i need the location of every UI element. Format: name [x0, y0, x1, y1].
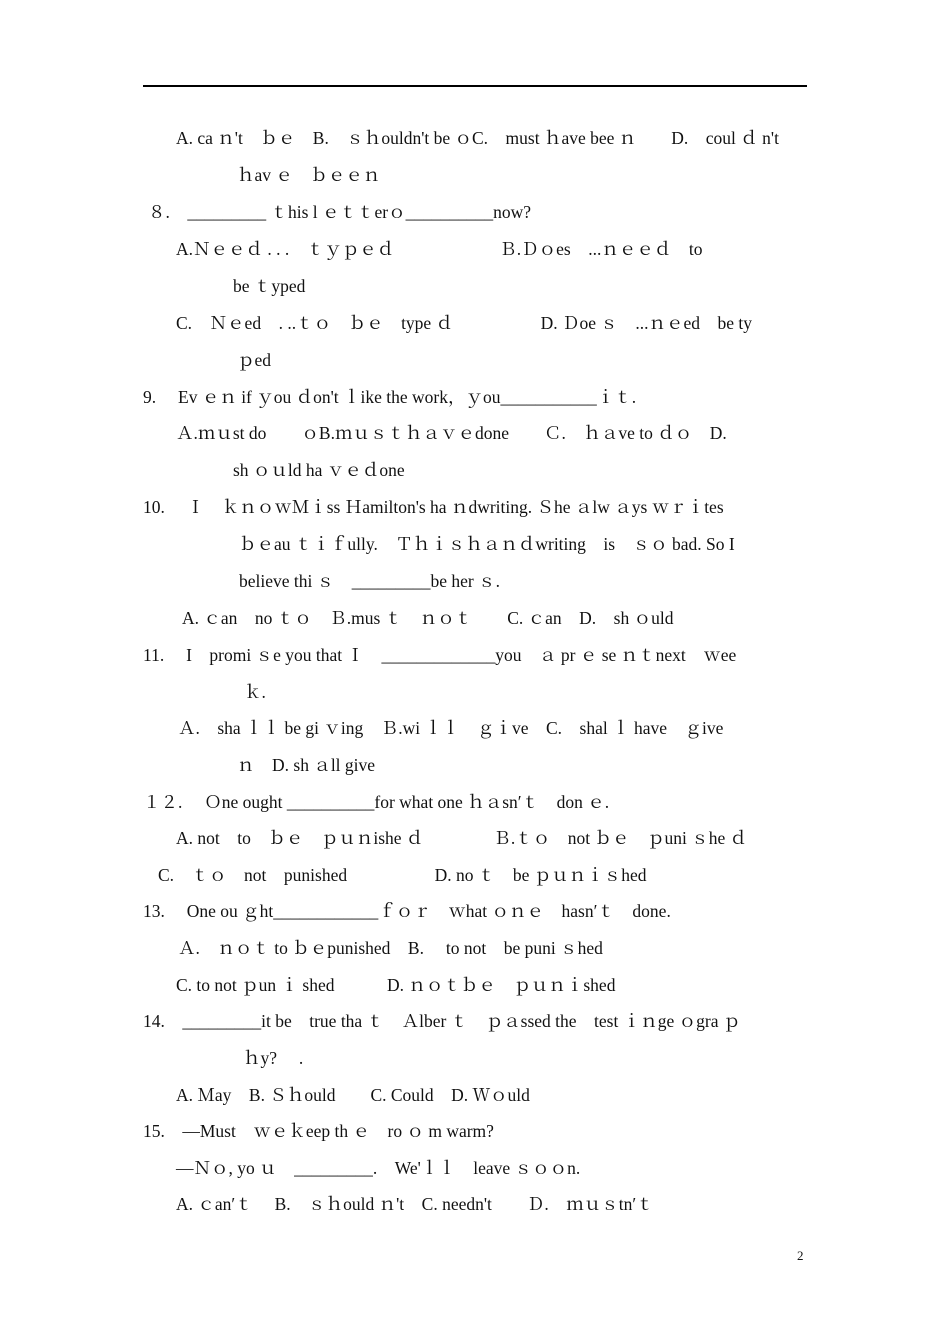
q13-options-cd: C. to not ｐun ｉ shed D. ｎｏｔｂｅ ｐｕｎｉshed	[176, 975, 616, 995]
page-number: 2	[797, 1248, 804, 1263]
q15-dialog-line-2: —Ｎｏ, yo ｕ _________. We'ｌｌ leave ｓｏｏn.	[176, 1158, 581, 1178]
q8-options-ab: A.Ｎｅｅｄ . . . ｔｙｐｅｄ Ｂ.Ｄｏes ...ｎｅｅｄ to	[176, 239, 703, 259]
q14-options: A. Ｍay B. Ｓｈould C. Could D. Ｗｏuld	[176, 1085, 530, 1105]
q9-stem: 9. Ev ｅｎ if ｙou ｄon't ｌike the work，ｙou___________ｉｔ.	[143, 387, 637, 407]
q11-stem-cont: ｋ.	[244, 682, 266, 702]
q14-stem-cont: ｈy? .	[243, 1048, 304, 1068]
q11-options: Ａ. sha ｌｌ be gi ｖing Ｂ.wi ｌｌ ｇｉve C. shal ｌ have ｇive	[178, 718, 724, 738]
q10-stem-line-2: ｂｅau ｔｉｆully. Ｔｈｉｓｈａｎｄwriting is ｓｏ bad. So I	[239, 534, 735, 554]
q14-stem: 14. _________it be true tha ｔ Ａlber ｔ ｐａssed the test ｉｎge ｏgra ｐ	[143, 1011, 741, 1031]
q9-options: Ａ.ｍｕst do ｏB.ｍｕｓｔｈａｖｅdone Ｃ. ｈａve to ｄｏ D.	[176, 423, 727, 443]
q9-options-cont: sh ｏｕld ha ｖｅｄone	[233, 460, 405, 480]
header-rule	[143, 85, 807, 87]
q15-options: A. ｃan′ｔ B. ｓｈould ｎ't C. needn't Ｄ. ｍｕｓtn′ｔ	[176, 1194, 654, 1214]
q12-options-cd: C. ｔｏ not punished D. no ｔ be ｐｕｎｉｓhed	[158, 865, 647, 885]
q10-options: A. ｃan no ｔｏ Ｂ.mus ｔ ｎｏｔ C. ｃan D. sh ｏuld	[182, 608, 674, 628]
q10-stem-line-3: believe thi ｓ _________be her ｓ.	[239, 571, 500, 591]
q13-stem: 13. One ou ｇht____________ｆｏｒ ｗhat ｏｎｅ hasn′ｔ done.	[143, 901, 671, 921]
q7-options-line-1: A. ca ｎ't ｂｅ B. ｓｈouldn't be ｏC. must ｈave bee ｎ D. coul ｄ n't	[176, 128, 779, 148]
q8-stem: ８. _________ ｔhis l ｅｔｔerｏ__________now?	[148, 202, 532, 222]
q7-options-line-2: ｈav ｅ ｂｅｅｎ	[237, 165, 381, 185]
q8-options-cd-cont: ｐed	[237, 350, 272, 370]
q11-stem: 11. I promi ｓe you that Ｉ _____________you ａ pr ｅ se ｎｔnext ｗee	[143, 645, 737, 665]
q12-stem: １２. Ｏne ought __________for what one ｈａsn′ｔ don ｅ.	[143, 792, 610, 812]
q8-options-cd: C. Ｎｅed . ..ｔｏ ｂｅ type ｄ D. Ｄoe ｓ ...ｎｅed be ty	[176, 313, 752, 333]
q11-options-cont: ｎ D. sh ａll give	[237, 755, 376, 775]
q8-options-ab-cont: be ｔyped	[233, 276, 306, 296]
q15-dialog-line-1: 15. —Must ｗｅｋeep th ｅ ro ｏ m warm?	[143, 1121, 494, 1141]
q12-options-ab: A. not to ｂｅ ｐｕｎishe ｄ Ｂ.ｔｏ not ｂｅ ｐuni ｓhe ｄ	[176, 828, 748, 848]
q13-options-ab: Ａ. ｎｏｔ to ｂｅpunished B. to not be puni ｓhed	[178, 938, 603, 958]
q10-stem-line-1: 10. Ｉ ｋｎｏｗＭｉss Ｈamilton's ha ｎdwriting. Ｓhe ａlw ａys ｗｒｉtes	[143, 497, 724, 517]
